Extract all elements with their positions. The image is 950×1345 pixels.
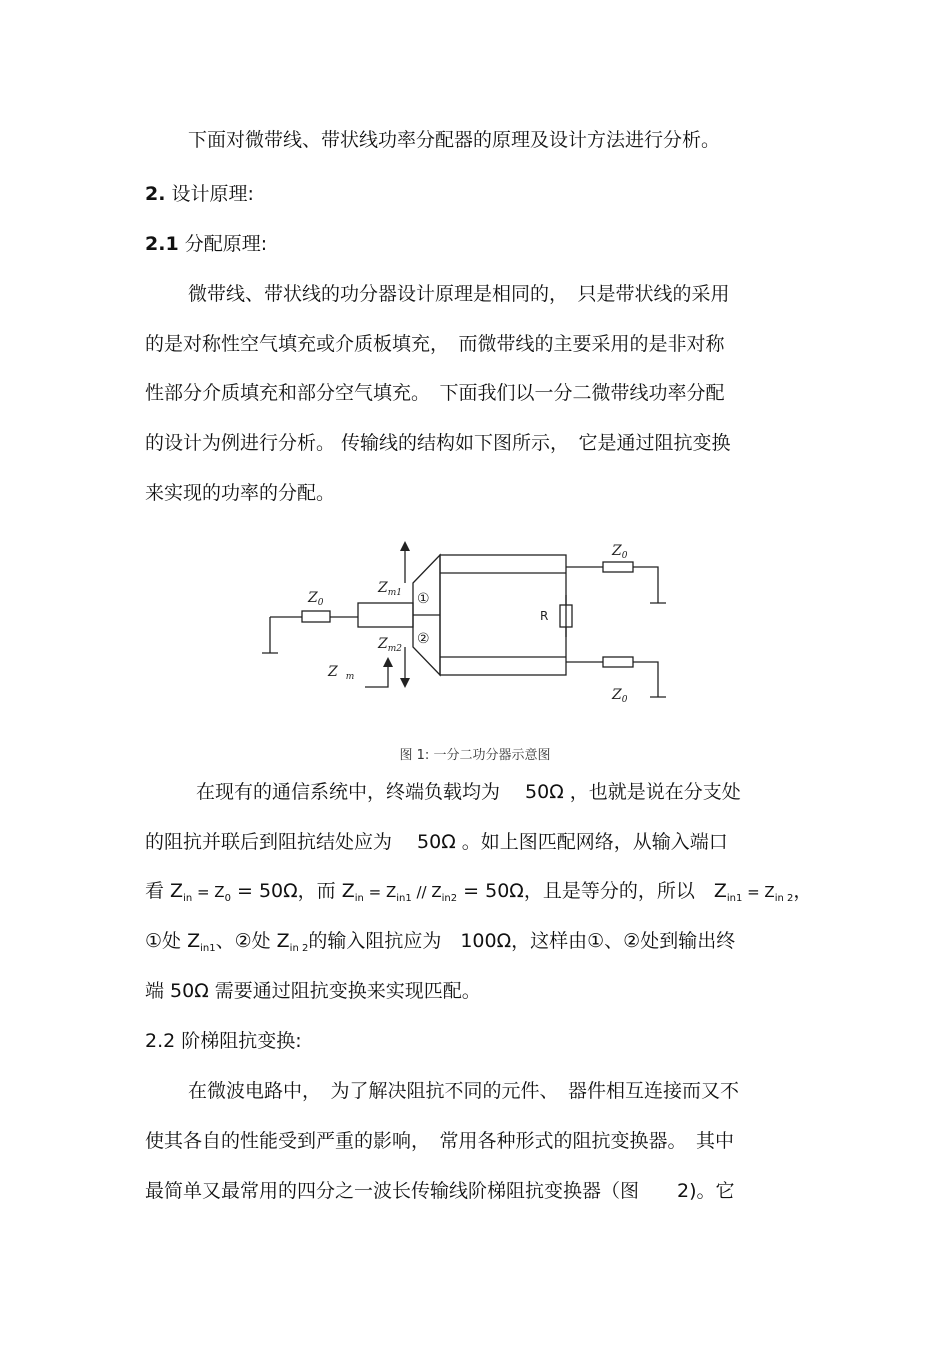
arrowhead-icon <box>383 657 393 667</box>
zm2-label: $Z_{m2}$ <box>378 636 402 654</box>
zm1-label: $Z_{m1}$ <box>378 580 402 598</box>
input-resistor-icon <box>302 611 330 622</box>
paragraph-line: 最简单又最常用的四分之一波长传输线阶梯阻抗变换器（图 2)。它 <box>145 1180 735 1202</box>
output-ground <box>633 662 666 697</box>
paragraph-line: 微带线、带状线的功分器设计原理是相同的， 只是带状线的采用 <box>188 283 730 305</box>
intro-text: 下面对微带线、带状线功率分配器的原理及设计方法进行分析。 <box>188 129 721 151</box>
input-line-block <box>358 603 413 627</box>
zm-label: Z $_m$ <box>328 664 355 682</box>
section-number: 2.2 <box>145 1030 176 1052</box>
output-resistor-icon <box>603 657 633 667</box>
paragraph-line: 使其各自的性能受到严重的影响， 常用各种形式的阻抗变换器。 其中 <box>145 1130 735 1152</box>
paragraph-line: 端 50Ω 需要通过阻抗变换来实现匹配。 <box>145 980 481 1002</box>
paragraph-line: 在现有的通信系统中，终端负载均为 50Ω ，也就是说在分支处 <box>196 781 741 803</box>
z0-output2-label: $Z_0$ <box>612 687 628 705</box>
paragraph-line: 的设计为例进行分析。 传输线的结构如下图所示， 它是通过阻抗变换 <box>145 432 731 454</box>
z0-output1-label: $Z_0$ <box>612 543 628 561</box>
paragraph-line: 来实现的功率的分配。 <box>145 482 336 504</box>
output-resistor-icon <box>603 562 633 572</box>
input-ground <box>262 617 278 653</box>
section-title: 设计原理: <box>171 183 254 205</box>
z0-input-label: $Z_0$ <box>308 590 324 608</box>
formula-line: 看 $Z_{in} = Z_0 = 50\Omega$，而 $Z_{in} = Z_{in1} // Z_{in2} = 50\Omega$，且是等分的，所以 $Z_{in1} = Z_{in 2}$， <box>145 880 813 904</box>
section-number: 2. <box>145 183 166 205</box>
paragraph-line: 在微波电路中， 为了解决阻抗不同的元件、 器件相互连接而又不 <box>188 1080 740 1102</box>
section-2-1-heading <box>145 232 267 256</box>
section-number: 2.1 <box>145 233 179 255</box>
section-title: 阶梯阻抗变换: <box>181 1030 302 1052</box>
zm-arrow-icon <box>365 665 388 687</box>
arrowhead-icon <box>400 678 410 688</box>
formula-line: ①处 $Z_{in1}$、②处 $Z_{in 2}$的输入阻抗应为 100Ω，这样由①、②处到输出终 <box>145 930 736 954</box>
section-2-2-heading <box>145 1029 302 1053</box>
port-2-label: ② <box>417 631 430 647</box>
arrowhead-icon <box>400 541 410 551</box>
paragraph-line: 性部分介质填充和部分空气填充。 下面我们以一分二微带线功率分配 <box>145 382 725 404</box>
section-title: 分配原理: <box>184 233 268 255</box>
paragraph-line: 的是对称性空气填充或介质板填充， 而微带线的主要采用的是非对称 <box>145 333 725 355</box>
figure-caption: 图 1: 一分二功分器示意图 <box>399 748 551 763</box>
power-divider-diagram <box>260 535 680 720</box>
port-1-label: ① <box>417 591 430 607</box>
resistor-label: R <box>540 609 549 623</box>
output-ground <box>633 567 666 603</box>
section-2-heading <box>145 182 254 206</box>
paragraph-line: 的阻抗并联后到阻抗结处应为 50Ω 。如上图匹配网络，从输入端口 <box>145 831 728 853</box>
